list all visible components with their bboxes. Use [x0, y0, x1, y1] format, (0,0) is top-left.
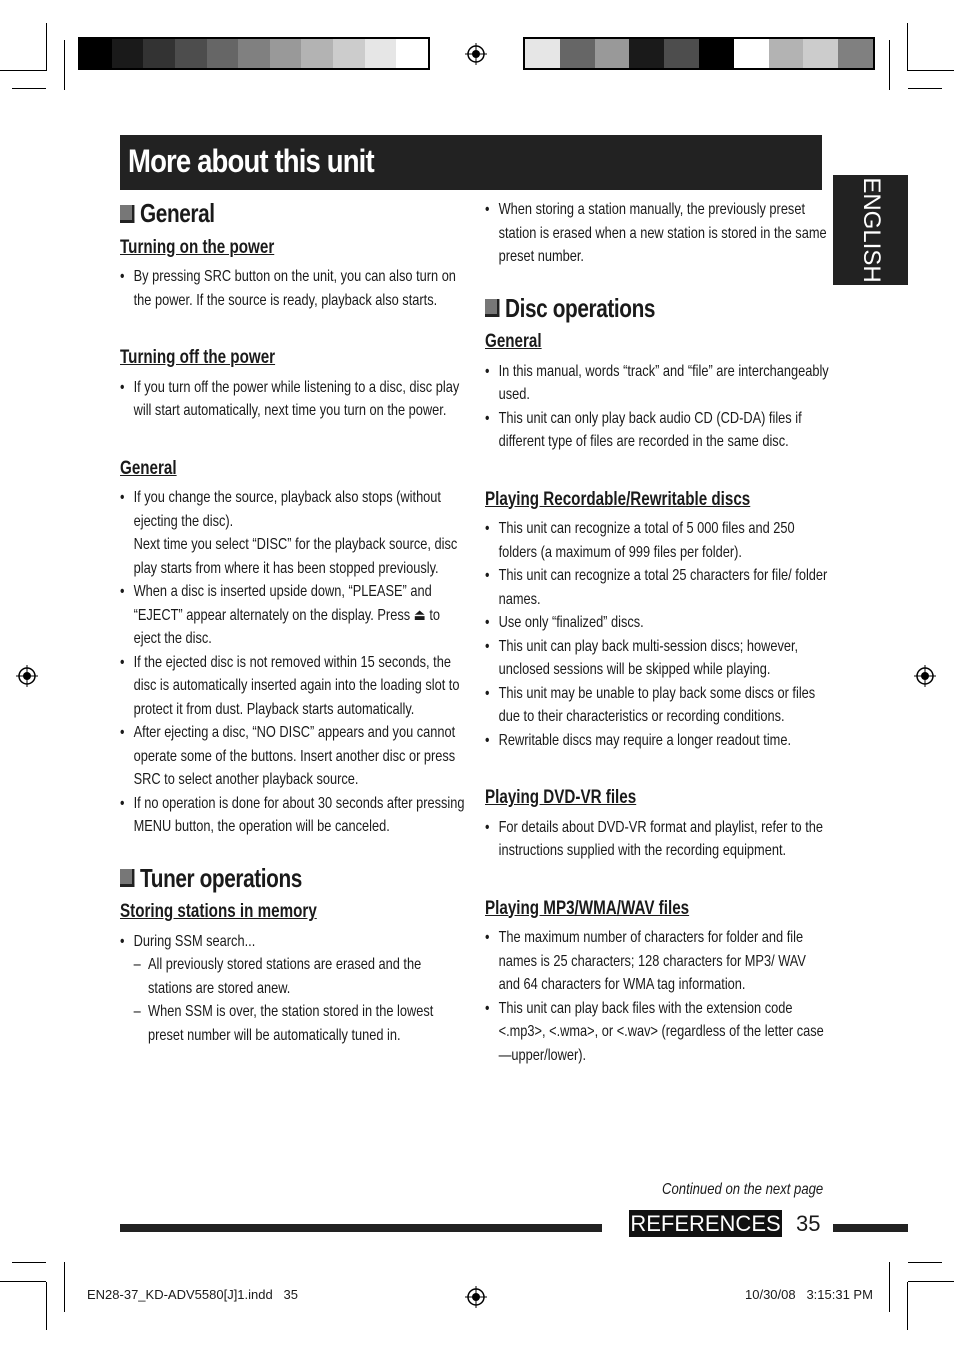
list-item: [120, 486, 465, 580]
color-swatch: [699, 39, 734, 68]
dash-item: – All previously stored stations are erased and the stations are stored anew.: [120, 953, 465, 1000]
color-swatch: [238, 39, 270, 68]
list-item-text: If you change the source, playback also stops (without ejecting the disc).: [133, 489, 441, 530]
color-swatch: [80, 39, 112, 68]
color-swatch: [175, 39, 207, 68]
list-item: • This unit can play back multi-session discs; however, unclosed sessions will be skipped while playing.: [485, 635, 830, 682]
crop-mark: [64, 40, 65, 90]
page-number: 35: [796, 1211, 821, 1236]
color-calibration-bar-left: [78, 37, 430, 70]
dash-item: – When SSM is over, the station stored in the lowest preset number will be automatically tuned in.: [120, 1000, 465, 1047]
crop-mark: [907, 23, 908, 71]
registration-mark-icon: [465, 43, 487, 65]
color-swatch: [664, 39, 699, 68]
color-swatch: [525, 39, 560, 68]
crop-mark: [46, 1282, 47, 1330]
registration-mark-icon: [465, 1286, 487, 1308]
color-swatch: [769, 39, 804, 68]
color-swatch: [270, 39, 302, 68]
page-title: More about this unit: [128, 143, 374, 179]
crop-mark: [908, 70, 954, 71]
bullet-list: [120, 930, 465, 1048]
list-item-text: Next time you select “DISC” for the playback source, disc play starts from where it has been stopped previously.: [133, 536, 458, 577]
subheading: Storing stations in memory: [120, 901, 317, 922]
list-item: • This unit can recognize a total 25 characters for file/ folder names.: [485, 564, 830, 611]
bullet-list: [485, 926, 830, 1067]
color-swatch: [734, 39, 769, 68]
crop-mark: [64, 1262, 65, 1312]
title-banner: [120, 135, 822, 190]
right-column: [485, 198, 830, 1067]
section-title: Disc operations: [505, 292, 656, 323]
list-item: • In this manual, words “track” and “file” are interchangeably used.: [485, 360, 830, 407]
bullet-list: [485, 360, 830, 454]
color-swatch: [803, 39, 838, 68]
crop-mark: [889, 1262, 890, 1312]
color-swatch: [396, 39, 428, 68]
list-item: • This unit can recognize a total of 5 000 files and 250 folders (a maximum of 999 files per folder).: [485, 517, 830, 564]
language-tab: [833, 175, 908, 285]
slug-date: 10/30/08 3:15:31 PM: [745, 1287, 873, 1302]
section-title: General: [140, 198, 215, 228]
square-bullet-icon: [485, 299, 499, 317]
left-column: [120, 198, 465, 1047]
section-heading-tuner: [120, 862, 465, 893]
color-swatch: [365, 39, 397, 68]
color-swatch: [629, 39, 664, 68]
list-item: • This unit can play back files with the extension code <.mp3>, <.wma>, or <.wav> (regardless of the letter case—upper/lower).: [485, 997, 830, 1068]
crop-mark: [907, 1282, 908, 1330]
color-swatch: [207, 39, 239, 68]
footer-rule-left: [120, 1224, 602, 1232]
list-item: • If the ejected disc is not removed within 15 seconds, the disc is automatically inserted again into the loading slot to protect it from dust. Playback starts automatically.: [120, 651, 465, 722]
color-swatch: [112, 39, 144, 68]
color-swatch: [143, 39, 175, 68]
section-title: Tuner operations: [140, 862, 302, 893]
list-item: • When a disc is inserted upside down, “PLEASE” and “EJECT” appear alternately on the display. Press ⏏ to eject the disc.: [120, 580, 465, 651]
crop-mark: [889, 40, 890, 90]
registration-mark-icon: [914, 665, 936, 687]
bullet-list: [485, 198, 830, 269]
square-bullet-icon: [120, 205, 134, 223]
crop-mark: [908, 1281, 954, 1282]
footer-rule-right: [833, 1224, 908, 1232]
color-swatch: [560, 39, 595, 68]
section-label-box: [629, 1210, 782, 1237]
color-swatch: [301, 39, 333, 68]
crop-mark: [46, 23, 47, 71]
language-tab-label: ENGLISH: [857, 177, 885, 283]
crop-mark: [0, 70, 46, 71]
subheading: Turning off the power: [120, 347, 276, 368]
bullet-list: [485, 517, 830, 752]
crop-mark: [12, 1262, 46, 1263]
bullet-list: [485, 816, 830, 863]
square-bullet-icon: [120, 869, 134, 887]
registration-mark-icon: [16, 665, 38, 687]
section-heading-disc: [485, 292, 830, 323]
bullet-list: [120, 486, 465, 839]
subheading: Playing DVD-VR files: [485, 787, 637, 808]
list-item: • By pressing SRC button on the unit, you can also turn on the power. If the source is ready, playback also starts.: [120, 265, 465, 312]
slug-file: EN28-37_KD-ADV5580[J]1.indd 35: [87, 1287, 299, 1302]
crop-mark: [908, 88, 942, 89]
list-item: • This unit may be unable to play back some discs or files due to their characteristics or recording conditions.: [485, 682, 830, 729]
bullet-list: [120, 265, 465, 312]
bullet-list: [120, 376, 465, 423]
section-label: REFERENCES: [630, 1211, 781, 1236]
subheading: Turning on the power: [120, 236, 275, 258]
list-item: • For details about DVD-VR format and playlist, refer to the instructions supplied with the recording equipment.: [485, 816, 830, 863]
crop-mark: [0, 1281, 46, 1282]
color-swatch: [333, 39, 365, 68]
section-heading-general: [120, 198, 465, 228]
crop-mark: [12, 88, 46, 89]
list-item: • Rewritable discs may require a longer readout time.: [485, 729, 830, 753]
list-item: • This unit can only play back audio CD (CD-DA) files if different type of files are recorded in the same disc.: [485, 407, 830, 454]
list-item: • After ejecting a disc, “NO DISC” appears and you cannot operate some of the buttons. Insert another disc or press SRC to select another playback source.: [120, 721, 465, 792]
crop-mark: [908, 1262, 942, 1263]
subheading: Playing MP3/WMA/WAV files: [485, 897, 690, 919]
list-item: • During SSM search...: [120, 930, 465, 954]
list-item: • If you turn off the power while listening to a disc, disc play will start automatically, next time you turn on the power.: [120, 376, 465, 423]
color-calibration-bar-right: [523, 37, 875, 70]
subheading: General: [120, 457, 177, 479]
color-swatch: [838, 39, 873, 68]
list-item: • If no operation is done for about 30 seconds after pressing MENU button, the operation will be canceled.: [120, 792, 465, 839]
list-item: • When storing a station manually, the previously preset station is erased when a new station is stored in the same preset number.: [485, 198, 830, 269]
continued-note: Continued on the next page: [662, 1181, 824, 1198]
list-item: • The maximum number of characters for folder and file names is 25 characters; 128 characters for MP3/ WAV and 64 characters for WMA tag information.: [485, 926, 830, 997]
subheading: General: [485, 331, 542, 352]
subheading: Playing Recordable/Rewritable discs: [485, 488, 751, 510]
list-item: • Use only “finalized” discs.: [485, 611, 830, 635]
color-swatch: [595, 39, 630, 68]
